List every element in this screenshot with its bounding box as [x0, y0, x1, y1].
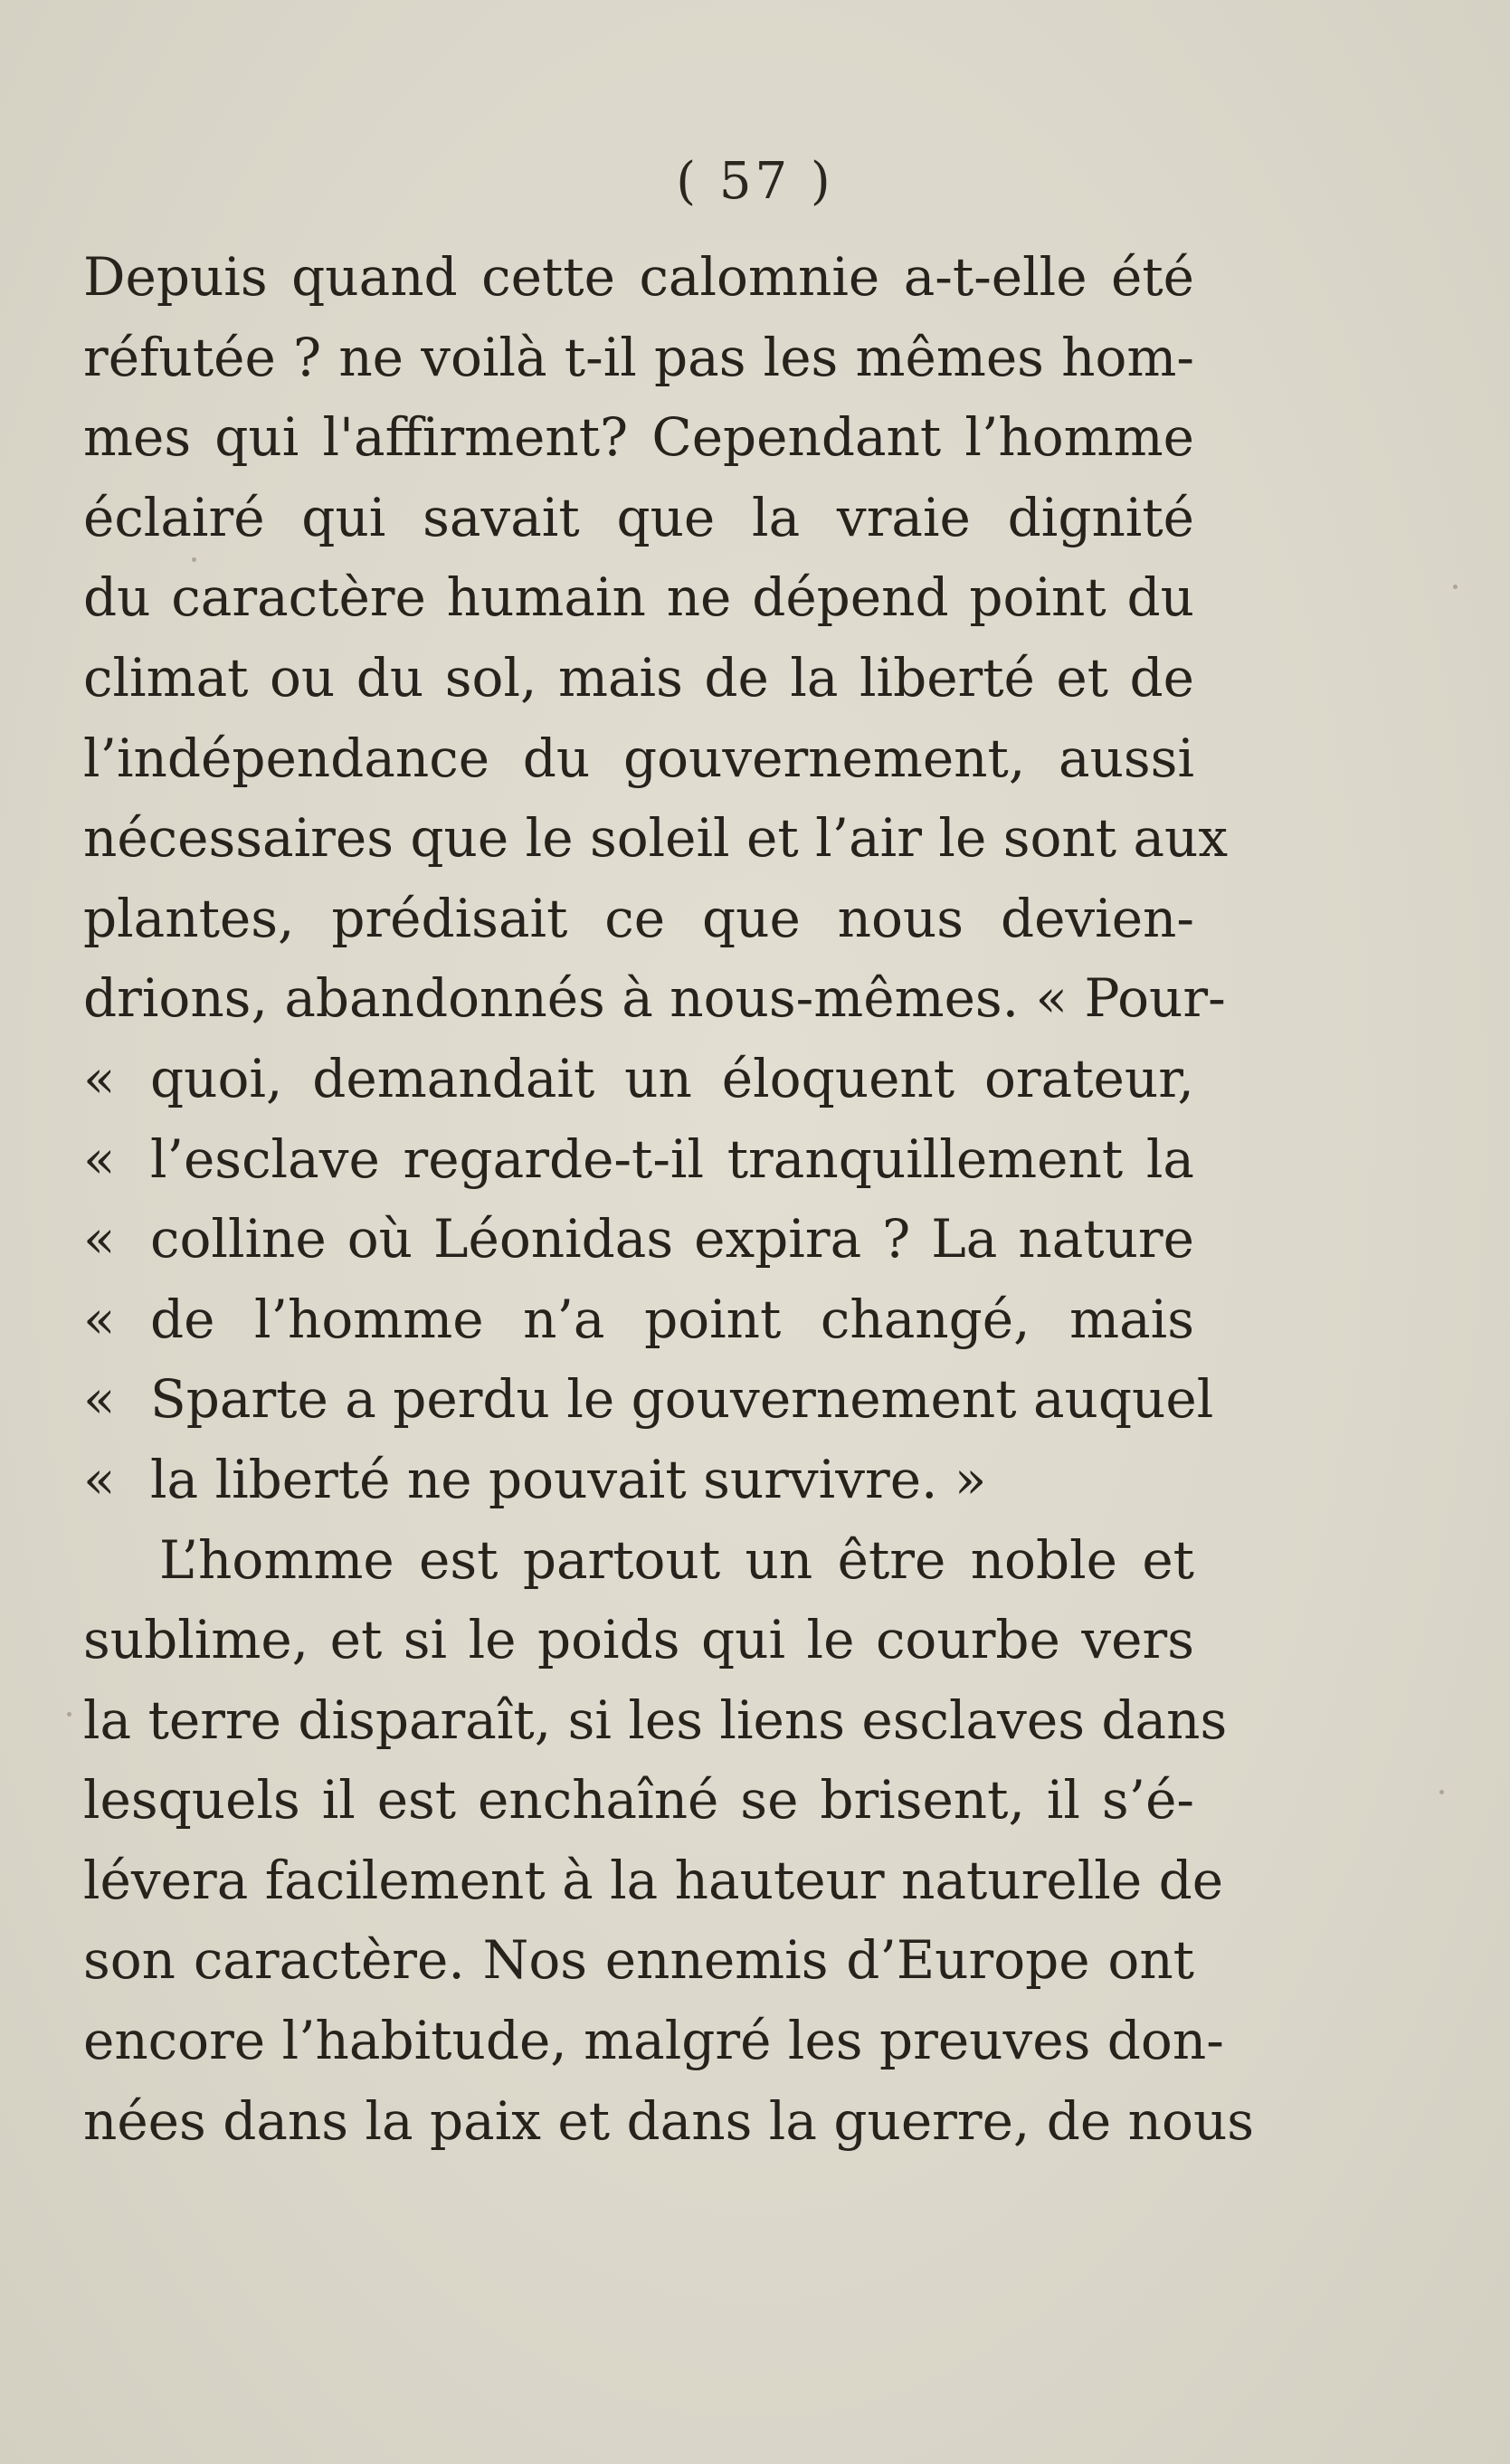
quote-text: l’esclave regarde-t-il tranquillement la	[150, 1127, 1194, 1190]
quote-line	[83, 1039, 1194, 1119]
quote-mark: «	[83, 1047, 116, 1109]
quote-line	[83, 1440, 1194, 1520]
text-line: éclairé qui savait que la vraie dignité	[83, 486, 1194, 548]
body-text	[83, 237, 1255, 2161]
quote-text: de l’homme n’a point changé, mais	[150, 1288, 1194, 1350]
text-line: L’homme est partout un être noble et	[159, 1528, 1194, 1591]
quote-mark: «	[83, 1288, 116, 1350]
quote-text: quoi, demandait un éloquent orateur,	[150, 1047, 1194, 1109]
quote-line	[83, 1199, 1194, 1280]
quote-line	[83, 1280, 1194, 1360]
text-line: drions, abandonnés à nous-mêmes. « Pour-	[83, 967, 1226, 1030]
page-number: ( 57 )	[676, 152, 834, 211]
quote-mark: «	[83, 1368, 116, 1431]
text-line: du caractère humain ne dépend point du	[83, 566, 1194, 629]
text-line: sublime, et si le poids qui le courbe vers	[83, 1609, 1194, 1671]
text-line: lesquels il est enchaîné se brisent, il s’é-	[83, 1769, 1194, 1831]
quote-text: Sparte a perdu le gouvernement auquel	[150, 1368, 1214, 1431]
text-line: la terre disparaît, si les liens esclaves dans	[83, 1689, 1228, 1751]
text-line: encore l’habitude, malgré les preuves don-	[83, 2010, 1224, 2072]
text-line: l’indépendance du gouvernement, aussi	[83, 727, 1194, 789]
text-line: Depuis quand cette calomnie a-t-elle été	[83, 246, 1194, 308]
text-line: réfutée ? ne voilà t-il pas les mêmes hom-	[83, 326, 1194, 388]
text-line: plantes, prédisait ce que nous devien-	[83, 887, 1194, 949]
quote-mark: «	[83, 1208, 116, 1270]
quote-line	[83, 1119, 1194, 1200]
quote-text: colline où Léonidas expira ? La nature	[150, 1208, 1194, 1270]
paper-speck	[1453, 585, 1458, 589]
quote-text: la liberté ne pouvait survivre. »	[150, 1448, 987, 1510]
quote-mark: «	[83, 1127, 116, 1190]
paper-speck	[1439, 1790, 1444, 1794]
text-line: nécessaires que le soleil et l’air le sont aux	[83, 807, 1229, 870]
text-line: lévera facilement à la hauteur naturelle de	[83, 1849, 1224, 1911]
text-line: mes qui l'affirment? Cependant l’homme	[83, 406, 1194, 469]
text-line: son caractère. Nos ennemis d’Europe ont	[83, 1929, 1194, 1992]
quote-line	[83, 1359, 1214, 1440]
text-line: climat ou du sol, mais de la liberté et de	[83, 646, 1194, 709]
text-line: nées dans la paix et dans la guerre, de nous	[83, 2089, 1255, 2152]
quote-mark: «	[83, 1448, 116, 1510]
paper-speck	[67, 1712, 71, 1717]
paper-speck	[192, 557, 196, 562]
